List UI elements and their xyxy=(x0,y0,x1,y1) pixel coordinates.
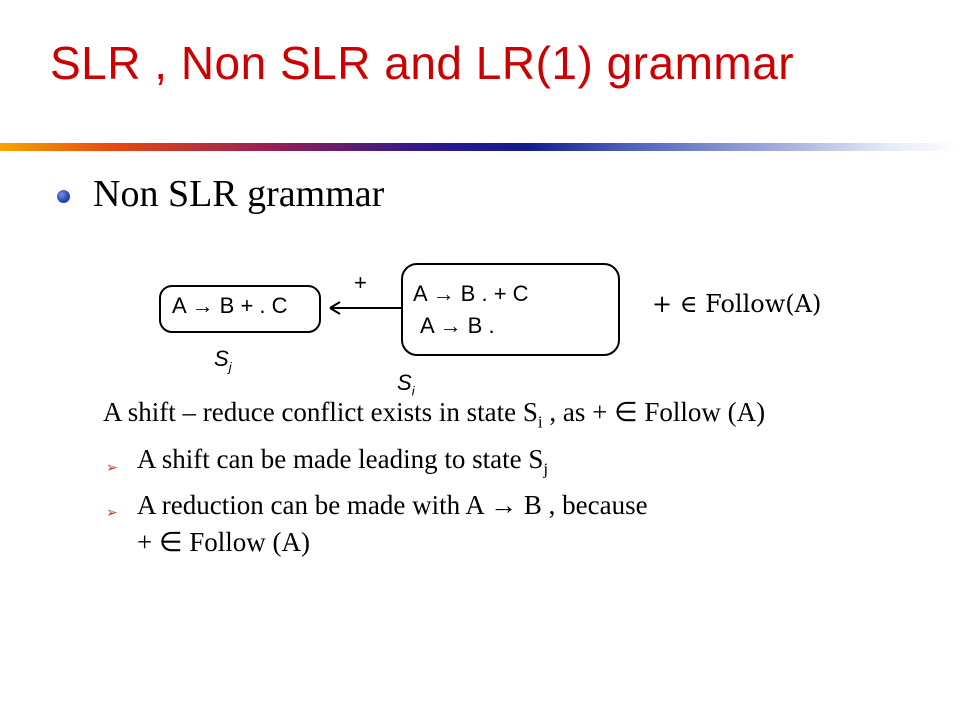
section-heading: Non SLR grammar xyxy=(93,173,385,215)
state-i-item-1: A → B . + C xyxy=(413,281,529,306)
state-i-label: $S_i$ xyxy=(397,370,415,399)
conflict-statement: A shift – reduce conflict exists in state $S_i$ , as + ∈ Follow (A) xyxy=(103,397,766,432)
chevron-icon: ➢ xyxy=(106,460,118,476)
slide-title: SLR , Non SLR and LR(1) grammar xyxy=(50,37,795,89)
follow-note: + ∈ Follow(A) xyxy=(652,290,822,318)
bullet-reduce-line1: A reduction can be made with A → B , because xyxy=(137,490,648,520)
bullet-shift: A shift can be made leading to state $S_j$ xyxy=(137,444,549,479)
state-box-i xyxy=(401,263,620,356)
state-j-label: $S_j$ xyxy=(214,346,232,375)
chevron-icon: ➢ xyxy=(106,505,118,521)
state-i-item-2: A → B . xyxy=(420,313,495,338)
bullet-reduce-line2: + ∈ Follow (A) xyxy=(137,527,310,557)
transition-symbol: + xyxy=(354,270,367,295)
state-j-item: A → B + . C xyxy=(172,293,288,318)
